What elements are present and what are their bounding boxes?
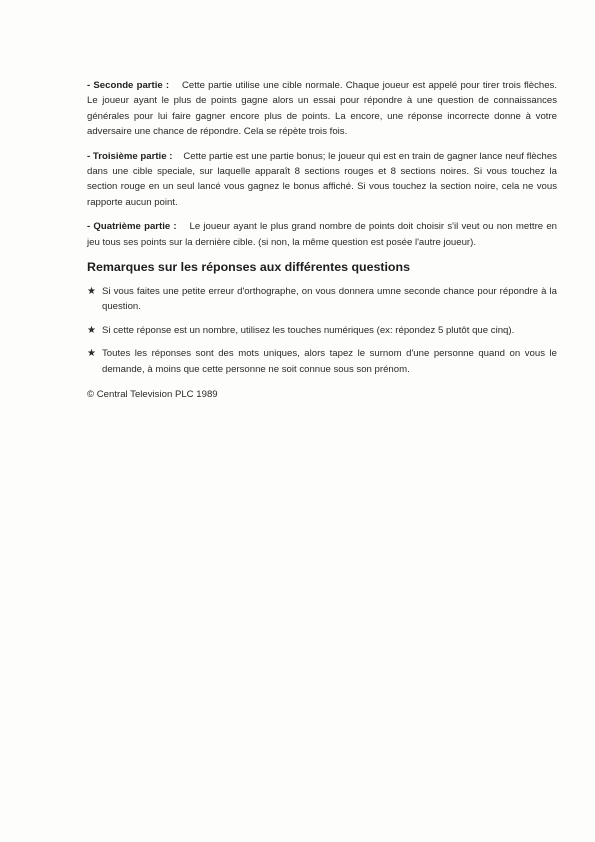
list-item (87, 346, 557, 377)
page-content (87, 78, 557, 403)
remarks-heading: Remarques sur les réponses aux différentes questions (87, 260, 410, 275)
remark-text: Si vous faites une petite erreur d'orthographe, on vous donnera umne seconde chance pour répondre à la question. (102, 286, 557, 313)
list-item (87, 284, 557, 315)
remark-text: Toutes les réponses sont des mots uniques, alors tapez le surnom d'une personne quand on vous le demande, à moins que cette personne ne soit connue sous son prénom. (102, 348, 557, 375)
section-troisieme-partie (87, 149, 557, 211)
section-text: Cette partie utilise une cible normale. Chaque joueur est appelé pour tirer trois flèches. Le joueur ayant le plus de points gagne alors un essai pour répondre à une question de connaissances générales pour lui faire gagner encore plus de points. La encore, une réponse incorrecte donne à votre adversaire une chance de répondre. Cela se répète trois fois. (87, 80, 558, 138)
section-quatrieme-partie (87, 219, 557, 250)
remarks-list (87, 284, 557, 377)
section-lead: - Troisième partie : (87, 150, 173, 162)
section-lead: - Seconde partie : (87, 80, 170, 91)
section-lead: - Quatrième partie : (87, 221, 177, 233)
copyright-notice: © Central Television PLC 1989 (87, 389, 218, 401)
list-item (87, 323, 557, 338)
section-seconde-partie (87, 78, 557, 140)
star-bullet-icon: ★ (87, 286, 96, 298)
section-text: Cette partie est une partie bonus; le joueur qui est en train de gagner lance neuf flèches dans une cible speciale, sur laquelle apparaît 8 sections rouges et 8 sections noires. Si vous touchez la section rouge en un seul lancé vous gagnez le bonus affiché. Si vous touchez la section noire, cela ne vous rapporte aucun point. (87, 150, 557, 208)
star-bullet-icon: ★ (87, 324, 96, 336)
remark-text: Si cette réponse est un nombre, utilisez les touches numériques (ex: répondez 5 plutôt que cinq). (102, 324, 515, 336)
star-bullet-icon: ★ (87, 348, 96, 360)
section-text: Le joueur ayant le plus grand nombre de points doit choisir s'il veut ou non mettre en jeu tous ses points sur la dernière cible. (si non, la même question est posée l'autre joueur). (87, 221, 558, 248)
